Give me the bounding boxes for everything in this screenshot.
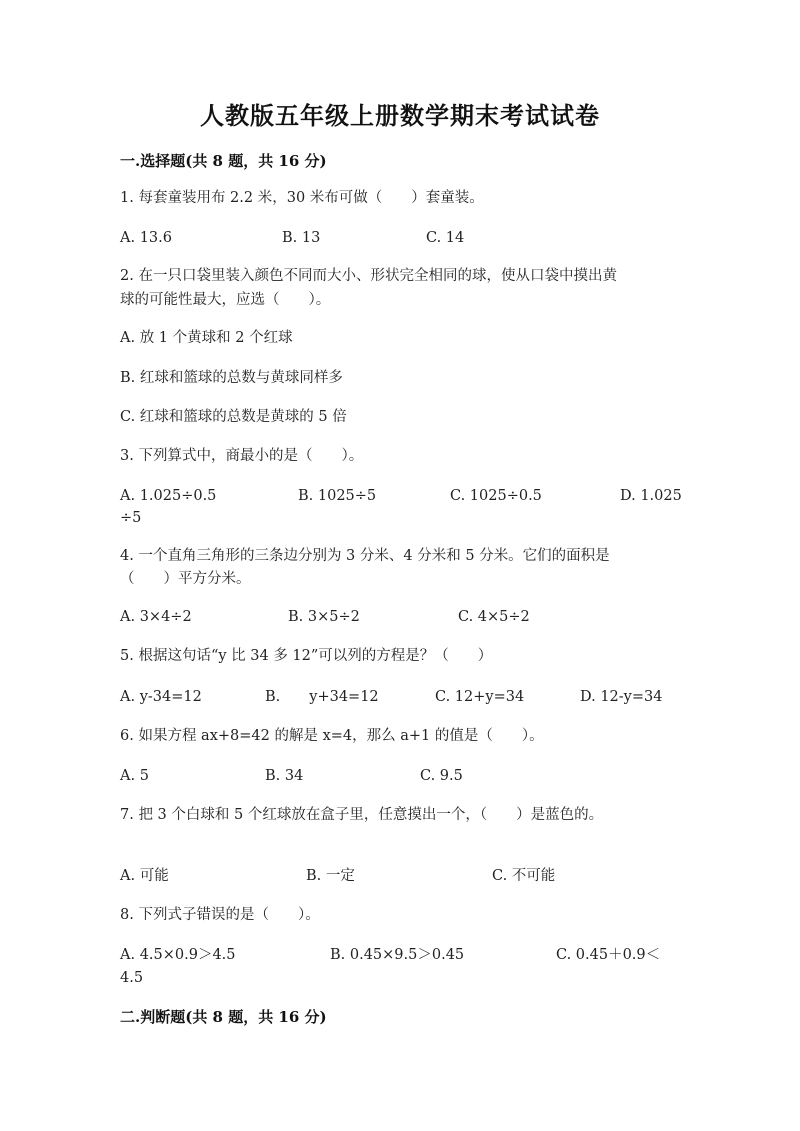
question-2-option-b: B. 红球和篮球的总数与黄球同样多 <box>120 370 343 386</box>
question-3-options <box>120 484 680 508</box>
question-6-stem: 6. 如果方程 ax+8=42 的解是 x=4，那么 a+1 的值是（ ）。 <box>120 728 544 744</box>
question-5-option-a: A. y-34=12 <box>120 689 202 705</box>
question-7-option-c: C. 不可能 <box>492 868 556 884</box>
question-2-stem-line-1: 2. 在一只口袋里装入颜色不同而大小、形状完全相同的球，使从口袋中摸出黄 <box>120 268 617 284</box>
question-8-option-c-wrap: 4.5 <box>120 970 144 986</box>
question-5-stem: 5. 根据这句话“y 比 34 多 12”可以列的方程是？（ ） <box>120 648 493 664</box>
question-1-option-c: C. 14 <box>426 230 465 246</box>
question-4-stem-line-1: 4. 一个直角三角形的三条边分别为 3 分米、4 分米和 5 分米。它们的面积是 <box>120 548 610 564</box>
question-4-option-c: C. 4×5÷2 <box>458 609 530 625</box>
exam-title: 人教版五年级上册数学期末考试试卷 <box>200 101 600 130</box>
question-3-option-d: D. 1.025 <box>620 488 682 504</box>
question-1-options <box>120 226 680 250</box>
question-8-option-c: C. 0.45＋0.9＜ <box>556 947 661 963</box>
section-heading-choice: 一.选择题(共 8 题，共 16 分) <box>120 152 327 170</box>
question-3-option-d-wrap: ÷5 <box>120 510 142 526</box>
question-3-option-c: C. 1025÷0.5 <box>450 488 542 504</box>
question-6-option-b: B. 34 <box>265 768 304 784</box>
question-8-options <box>120 943 680 967</box>
question-5-option-b: B. y+34=12 <box>265 689 379 705</box>
question-4-option-b: B. 3×5÷2 <box>288 609 360 625</box>
question-3-stem: 3. 下列算式中，商最小的是（ ）。 <box>120 448 364 464</box>
question-5-options <box>120 685 680 709</box>
question-4-option-a: A. 3×4÷2 <box>120 609 192 625</box>
question-6-options <box>120 764 680 788</box>
question-4-stem-line-2: （ ）平方分米。 <box>120 571 251 587</box>
question-2-option-a: A. 放 1 个黄球和 2 个红球 <box>120 330 293 346</box>
question-6-option-a: A. 5 <box>120 768 149 784</box>
question-8-option-a: A. 4.5×0.9＞4.5 <box>120 947 236 963</box>
question-1-option-a: A. 13.6 <box>120 230 172 246</box>
question-2-stem-line-2: 球的可能性最大，应选（ ）。 <box>120 292 331 308</box>
section-heading-judgement: 二.判断题(共 8 题，共 16 分) <box>120 1008 327 1026</box>
question-1-stem: 1. 每套童装用布 2.2 米，30 米布可做（ ）套童装。 <box>120 190 484 206</box>
question-5-option-c: C. 12+y=34 <box>435 689 525 705</box>
question-7-stem: 7. 把 3 个白球和 5 个红球放在盒子里，任意摸出一个，（ ）是蓝色的。 <box>120 807 604 823</box>
question-4-options <box>120 605 680 629</box>
question-7-option-a: A. 可能 <box>120 868 169 884</box>
question-6-option-c: C. 9.5 <box>420 768 463 784</box>
question-8-stem: 8. 下列式子错误的是（ ）。 <box>120 907 320 923</box>
question-7-options <box>120 864 680 888</box>
question-7-option-b: B. 一定 <box>306 868 355 884</box>
question-3-option-b: B. 1025÷5 <box>298 488 377 504</box>
question-2-option-c: C. 红球和篮球的总数是黄球的 5 倍 <box>120 409 347 425</box>
question-1-option-b: B. 13 <box>282 230 321 246</box>
question-5-option-d: D. 12-y=34 <box>580 689 663 705</box>
question-8-option-b: B. 0.45×9.5＞0.45 <box>330 947 465 963</box>
question-3-option-a: A. 1.025÷0.5 <box>120 488 217 504</box>
